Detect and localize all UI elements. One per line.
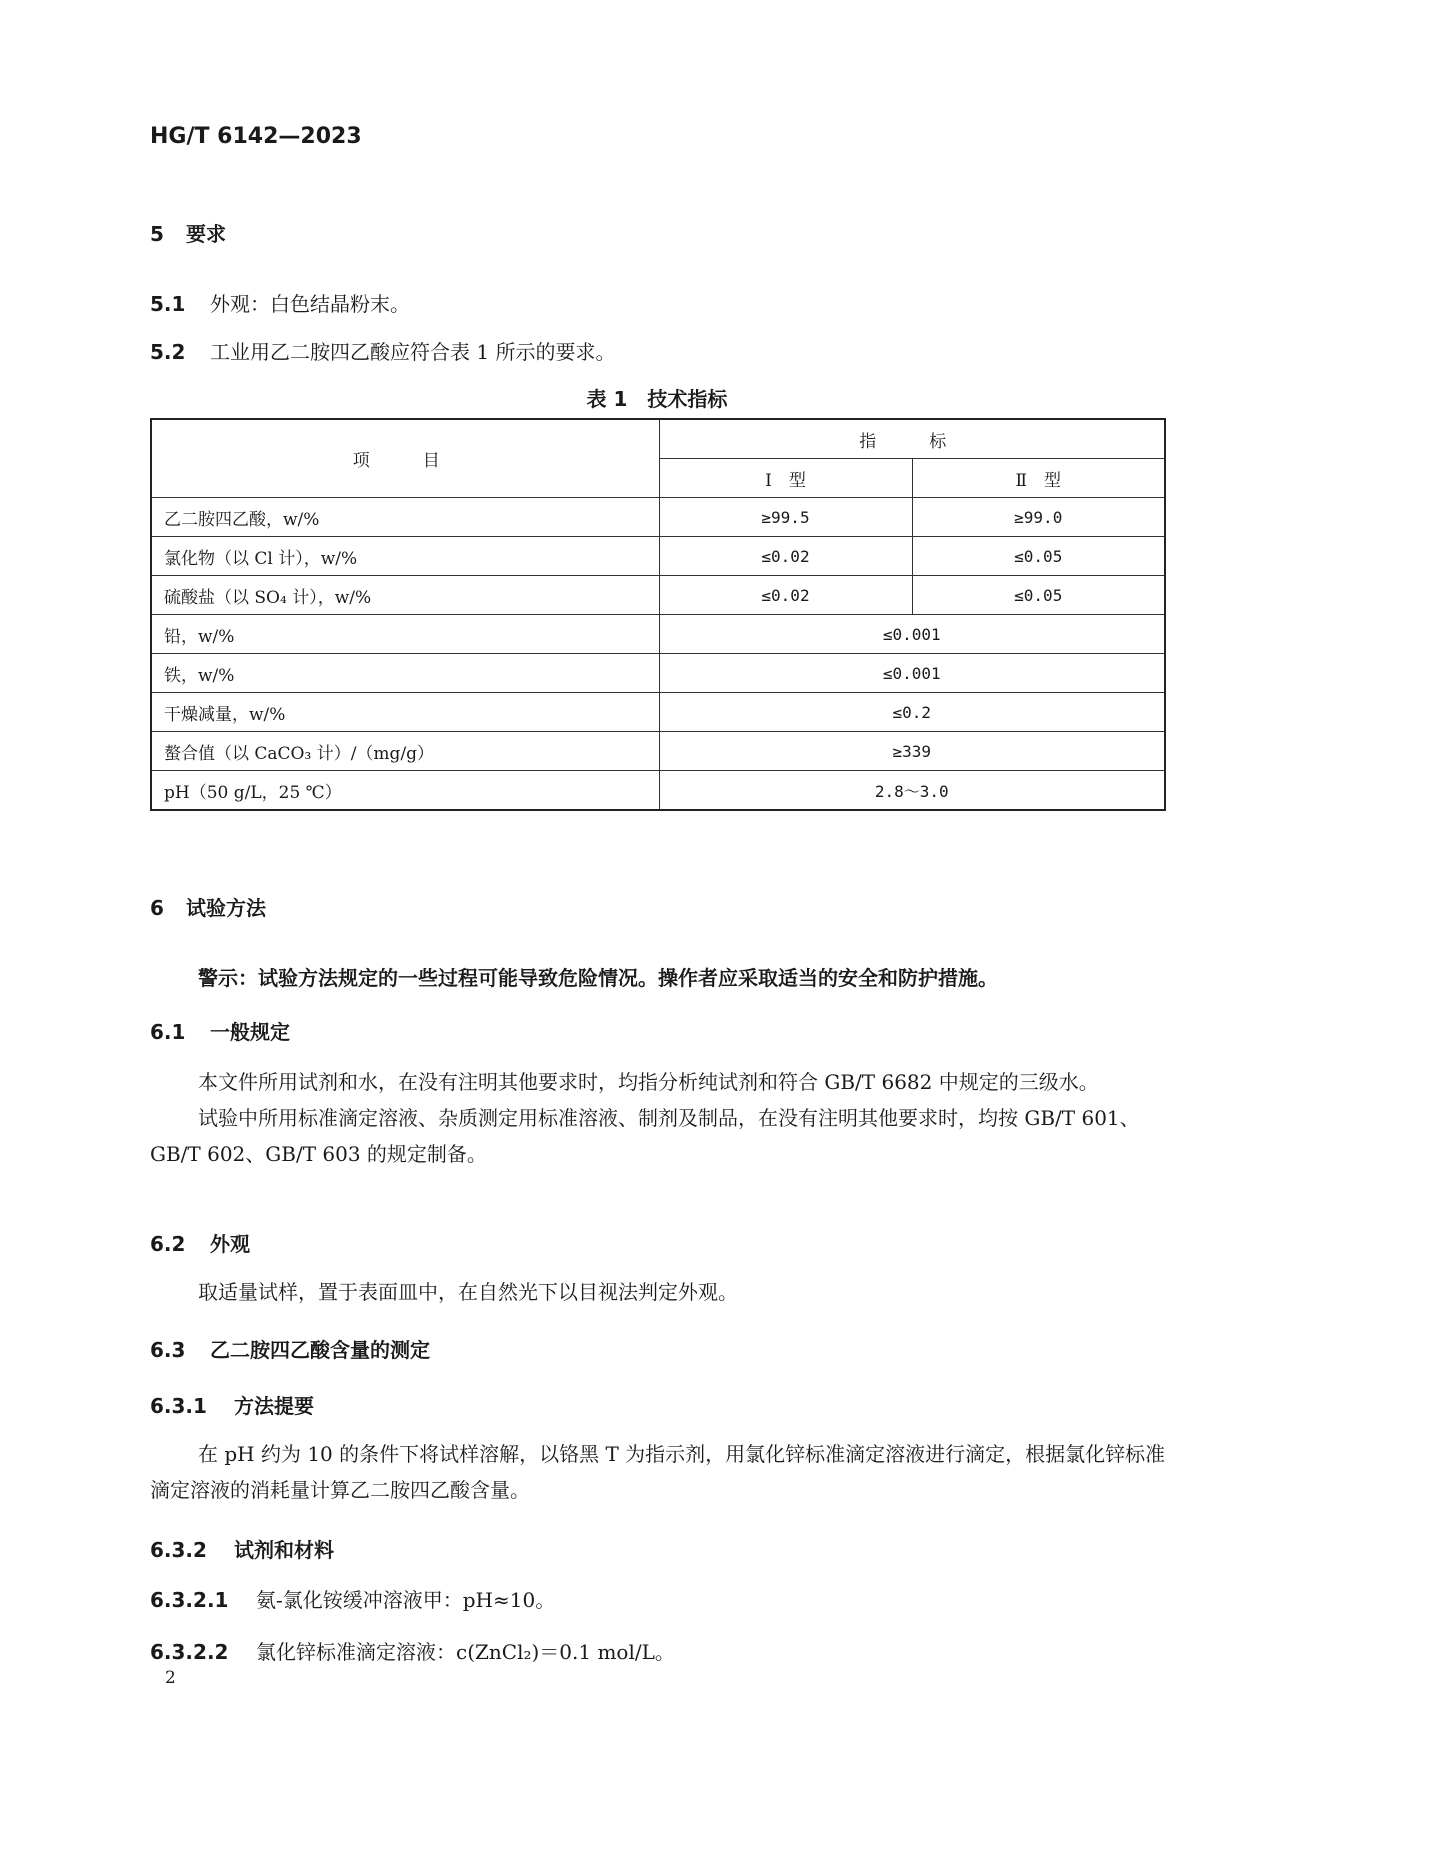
paragraph: 取适量试样，置于表面皿中，在自然光下以目视法判定外观。 bbox=[198, 1280, 738, 1304]
technical-indicators-table bbox=[150, 418, 1166, 811]
clause-number: 6.3.2.2 bbox=[150, 1640, 229, 1664]
section-title: 试验方法 bbox=[186, 896, 266, 920]
table-row bbox=[151, 498, 1165, 537]
clause-title: 试剂和材料 bbox=[234, 1538, 334, 1562]
header-type-2: Ⅱ 型 bbox=[912, 459, 1165, 498]
table-row bbox=[151, 537, 1165, 576]
clause-text: 氨-氯化铵缓冲溶液甲：pH≈10。 bbox=[256, 1588, 556, 1612]
row-value: 2.8～3.0 bbox=[659, 771, 1165, 811]
row-value: ≥339 bbox=[659, 732, 1165, 771]
table-row bbox=[151, 576, 1165, 615]
clause-text: 工业用乙二胺四乙酸应符合表 1 所示的要求。 bbox=[210, 340, 616, 364]
header-item: 项 目 bbox=[151, 419, 659, 498]
clause-6-2-body bbox=[150, 1274, 1170, 1310]
row-type-2-value: ≤0.05 bbox=[912, 576, 1165, 615]
row-item: 乙二胺四乙酸，w/% bbox=[151, 498, 659, 537]
row-item: 硫酸盐（以 SO₄ 计），w/% bbox=[151, 576, 659, 615]
clause-text: 外观：白色结晶粉末。 bbox=[210, 292, 410, 316]
row-value: ≤0.001 bbox=[659, 654, 1165, 693]
clause-6-2-heading bbox=[150, 1228, 250, 1257]
row-item: 铅，w/% bbox=[151, 615, 659, 654]
section-title: 要求 bbox=[186, 222, 226, 246]
row-item: 螯合值（以 CaCO₃ 计）/（mg/g） bbox=[151, 732, 659, 771]
document-code: HG/T 6142—2023 bbox=[150, 124, 362, 149]
clause-number: 6.2 bbox=[150, 1232, 186, 1256]
row-item: 铁，w/% bbox=[151, 654, 659, 693]
warning-text: 警示：试验方法规定的一些过程可能导致危险情况。操作者应采取适当的安全和防护措施。 bbox=[198, 966, 998, 990]
row-type-1-value: ≤0.02 bbox=[659, 576, 912, 615]
clause-6-3-1-heading bbox=[150, 1390, 314, 1419]
header-index: 指 标 bbox=[659, 419, 1165, 459]
section-number: 6 bbox=[150, 896, 164, 920]
table-caption: 表 1 技术指标 bbox=[586, 387, 728, 411]
table-row bbox=[151, 732, 1165, 771]
clause-number: 5.1 bbox=[150, 292, 186, 316]
clause-title: 一般规定 bbox=[210, 1020, 290, 1044]
row-type-2-value: ≤0.05 bbox=[912, 537, 1165, 576]
row-type-2-value: ≥99.0 bbox=[912, 498, 1165, 537]
clause-6-1-body bbox=[150, 1064, 1170, 1172]
clause-title: 外观 bbox=[210, 1232, 250, 1256]
clause-text: 氯化锌标准滴定溶液：c(ZnCl₂)＝0.1 mol/L。 bbox=[256, 1640, 675, 1664]
clause-number: 6.3.2 bbox=[150, 1538, 207, 1562]
clause-5-1 bbox=[150, 288, 410, 317]
clause-6-3-2-heading bbox=[150, 1534, 334, 1563]
row-type-1-value: ≥99.5 bbox=[659, 498, 912, 537]
section-number: 5 bbox=[150, 222, 164, 246]
clause-number: 6.1 bbox=[150, 1020, 186, 1044]
row-value: ≤0.001 bbox=[659, 615, 1165, 654]
table-row bbox=[151, 771, 1165, 811]
clause-6-3-1-body bbox=[150, 1436, 1170, 1508]
clause-5-2 bbox=[150, 336, 615, 365]
clause-number: 6.3 bbox=[150, 1338, 186, 1362]
clause-number: 6.3.1 bbox=[150, 1394, 207, 1418]
clause-number: 5.2 bbox=[150, 340, 186, 364]
clause-title: 乙二胺四乙酸含量的测定 bbox=[210, 1338, 430, 1362]
paragraph: 试验中所用标准滴定溶液、杂质测定用标准溶液、制剂及制品，在没有注明其他要求时，均按 GB/T 601、GB/T 602、GB/T 603 的规定制备。 bbox=[150, 1106, 1140, 1166]
table-row bbox=[151, 615, 1165, 654]
page-number: 2 bbox=[165, 1668, 176, 1688]
header-type-1: Ⅰ 型 bbox=[659, 459, 912, 498]
clause-number: 6.3.2.1 bbox=[150, 1588, 229, 1612]
row-type-1-value: ≤0.02 bbox=[659, 537, 912, 576]
row-item: 氯化物（以 Cl 计），w/% bbox=[151, 537, 659, 576]
clause-6-1-heading bbox=[150, 1016, 290, 1045]
row-item: 干燥减量，w/% bbox=[151, 693, 659, 732]
section-5-heading bbox=[150, 218, 226, 247]
clause-6-3-2-2 bbox=[150, 1636, 675, 1665]
section-6-heading bbox=[150, 892, 266, 921]
table-row bbox=[151, 654, 1165, 693]
clause-6-3-heading bbox=[150, 1334, 430, 1363]
clause-title: 方法提要 bbox=[234, 1394, 314, 1418]
paragraph: 本文件所用试剂和水，在没有注明其他要求时，均指分析纯试剂和符合 GB/T 6682 中规定的三级水。 bbox=[198, 1070, 1099, 1094]
row-value: ≤0.2 bbox=[659, 693, 1165, 732]
clause-6-3-2-1 bbox=[150, 1584, 555, 1613]
table-row bbox=[151, 693, 1165, 732]
paragraph: 在 pH 约为 10 的条件下将试样溶解，以铬黑 T 为指示剂，用氯化锌标准滴定溶液进行滴定，根据氯化锌标准滴定溶液的消耗量计算乙二胺四乙酸含量。 bbox=[150, 1442, 1166, 1502]
row-item: pH（50 g/L，25 ℃） bbox=[151, 771, 659, 811]
